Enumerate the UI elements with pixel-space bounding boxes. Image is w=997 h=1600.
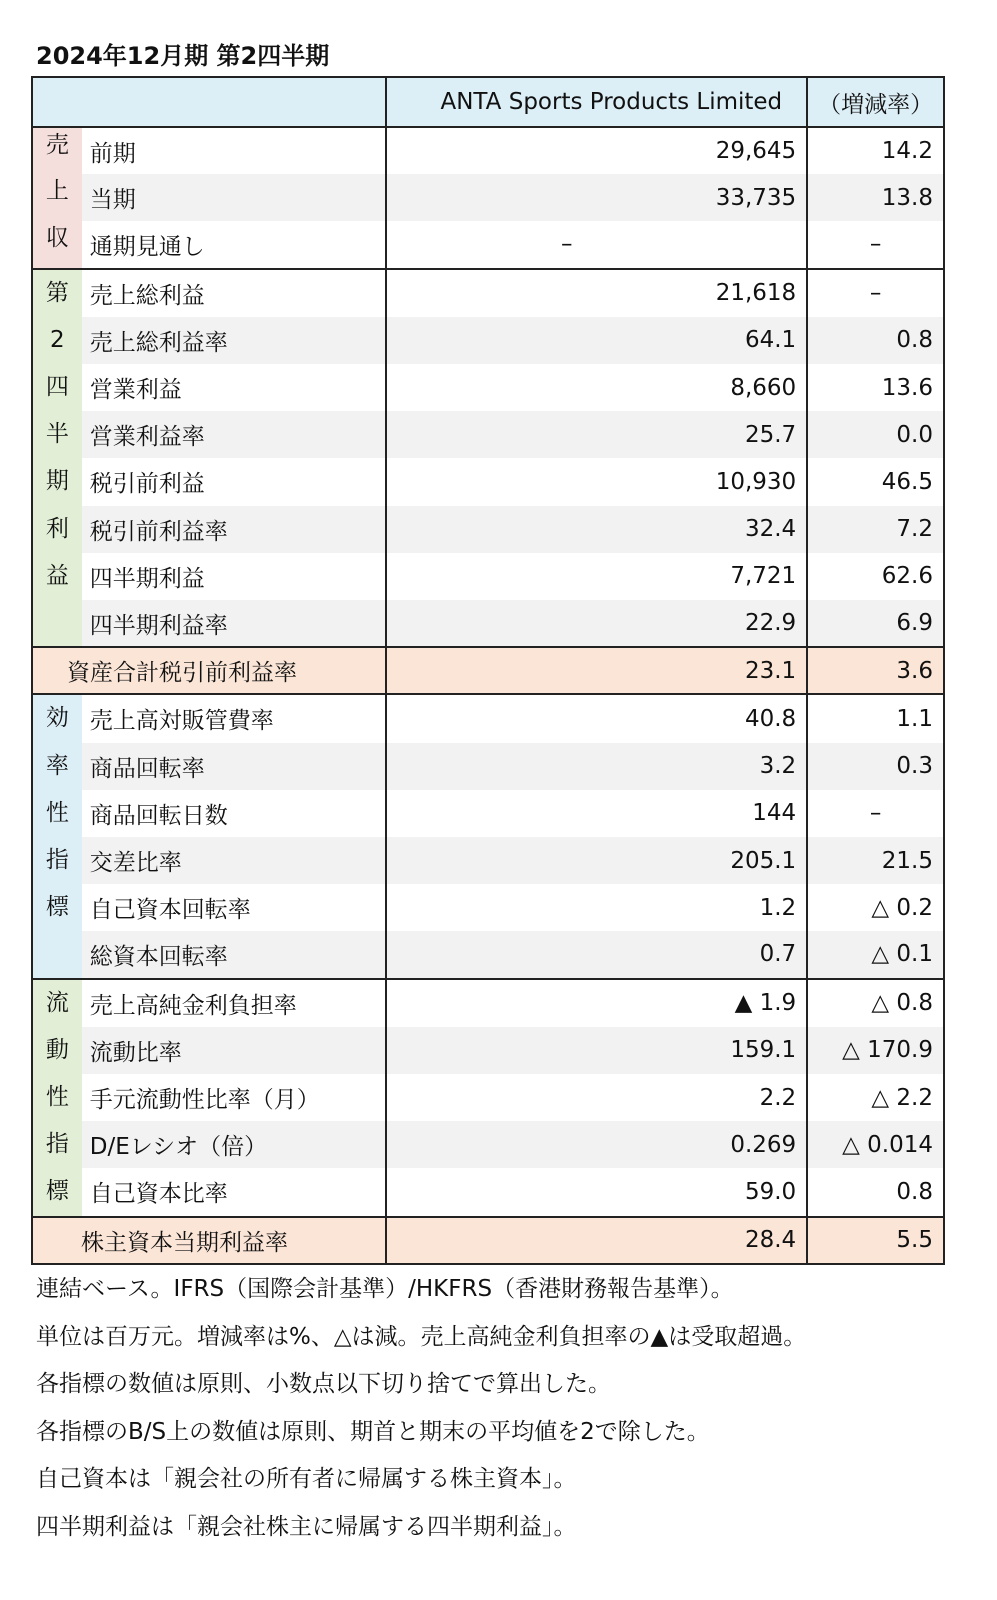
row-value: 7,721	[386, 553, 807, 600]
row-change: △ 0.014	[807, 1121, 944, 1168]
footnote: 各指標のB/S上の数値は原則、期首と期末の平均値を2で除した。	[36, 1418, 710, 1445]
row-value: 10,930	[386, 458, 807, 505]
table-row	[32, 1121, 944, 1168]
row-value: 32.4	[386, 506, 807, 553]
row-value: 22.9	[386, 600, 807, 647]
change-header: （増減率）	[807, 77, 944, 127]
table-row	[32, 553, 944, 600]
row-label: 売上高純金利負担率	[82, 979, 387, 1027]
row-label: 税引前利益率	[82, 506, 387, 553]
row-change: 0.0	[807, 411, 944, 458]
footnote: 連結ベース。IFRS（国際会計基準）/HKFRS（香港財務報告基準）。	[36, 1276, 734, 1302]
category-cell: 性	[32, 1074, 82, 1121]
table-row	[32, 1027, 944, 1074]
row-label: D/Eレシオ（倍）	[82, 1121, 387, 1168]
row-label: 売上総利益	[82, 269, 387, 317]
row-change: 7.2	[807, 506, 944, 553]
row-change: 13.8	[807, 174, 944, 221]
row-change: 46.5	[807, 458, 944, 505]
row-value: 2.2	[386, 1074, 807, 1121]
row-change: △ 2.2	[807, 1074, 944, 1121]
category-cell: 売	[32, 127, 82, 174]
summary-change: 3.6	[807, 647, 944, 694]
row-value: 8,660	[386, 364, 807, 411]
table-row	[32, 694, 944, 742]
row-value: 64.1	[386, 317, 807, 364]
row-change: 14.2	[807, 127, 944, 174]
table-header-row	[32, 77, 944, 127]
row-change: 0.8	[807, 317, 944, 364]
row-label: 営業利益	[82, 364, 387, 411]
row-change: –	[807, 790, 944, 837]
summary-value: 28.4	[386, 1217, 807, 1264]
row-change: 0.3	[807, 743, 944, 790]
category-cell: 期	[32, 458, 82, 505]
table-row	[32, 221, 944, 268]
row-value: 59.0	[386, 1168, 807, 1216]
row-value: ▲ 1.9	[386, 979, 807, 1027]
table-row	[32, 884, 944, 931]
footnote: 四半期利益は「親会社株主に帰属する四半期利益」。	[36, 1513, 577, 1540]
summary-value: 23.1	[386, 647, 807, 694]
company-header: ANTA Sports Products Limited	[386, 77, 807, 127]
row-change: –	[807, 221, 944, 268]
row-label: 手元流動性比率（月）	[82, 1074, 387, 1121]
row-change: △ 170.9	[807, 1027, 944, 1074]
table-row	[32, 317, 944, 364]
table-row	[32, 743, 944, 790]
row-label: 総資本回転率	[82, 931, 387, 978]
row-change: 62.6	[807, 553, 944, 600]
category-cell: 動	[32, 1027, 82, 1074]
row-label: 営業利益率	[82, 411, 387, 458]
table-row	[32, 506, 944, 553]
category-cell: 四	[32, 364, 82, 411]
category-cell: 性	[32, 790, 82, 837]
row-change: 21.5	[807, 837, 944, 884]
row-label: 商品回転日数	[82, 790, 387, 837]
row-value: 21,618	[386, 269, 807, 317]
row-value: 25.7	[386, 411, 807, 458]
table-row	[32, 979, 944, 1027]
category-cell: 標	[32, 884, 82, 931]
category-cell: 収	[32, 221, 82, 268]
table-row	[32, 1168, 944, 1216]
row-value: 159.1	[386, 1027, 807, 1074]
row-value: 29,645	[386, 127, 807, 174]
row-label: 売上総利益率	[82, 317, 387, 364]
row-value: –	[386, 221, 807, 268]
row-change: 6.9	[807, 600, 944, 647]
row-value: 3.2	[386, 743, 807, 790]
summary-row	[32, 647, 944, 694]
row-value: 205.1	[386, 837, 807, 884]
category-cell: 上	[32, 174, 82, 221]
table-row	[32, 931, 944, 978]
category-cell: 指	[32, 837, 82, 884]
row-change: 13.6	[807, 364, 944, 411]
row-label: 売上高対販管費率	[82, 694, 387, 742]
table-row	[32, 174, 944, 221]
summary-row	[32, 1217, 944, 1264]
row-label: 当期	[82, 174, 387, 221]
category-cell: 指	[32, 1121, 82, 1168]
row-label: 四半期利益率	[82, 600, 387, 647]
row-value: 40.8	[386, 694, 807, 742]
row-label: 流動比率	[82, 1027, 387, 1074]
summary-change: 5.5	[807, 1217, 944, 1264]
table-row	[32, 269, 944, 317]
footnote: 単位は百万元。増減率は%、△は減。売上高純金利負担率の▲は受取超過。	[36, 1323, 807, 1350]
summary-label: 株主資本当期利益率	[32, 1217, 386, 1264]
row-change: △ 0.1	[807, 931, 944, 978]
category-cell: 利	[32, 506, 82, 553]
row-change: –	[807, 269, 944, 317]
row-value: 0.269	[386, 1121, 807, 1168]
row-change: 0.8	[807, 1168, 944, 1216]
row-value: 144	[386, 790, 807, 837]
row-label: 前期	[82, 127, 387, 174]
row-change: 1.1	[807, 694, 944, 742]
row-label: 自己資本比率	[82, 1168, 387, 1216]
table-row	[32, 411, 944, 458]
table-row	[32, 1074, 944, 1121]
row-change: △ 0.8	[807, 979, 944, 1027]
table-row	[32, 790, 944, 837]
financial-indicators-table	[31, 76, 945, 1265]
footnote: 各指標の数値は原則、小数点以下切り捨てで算出した。	[36, 1371, 611, 1397]
row-value: 33,735	[386, 174, 807, 221]
category-cell: 効	[32, 694, 82, 742]
row-label: 商品回転率	[82, 743, 387, 790]
category-cell	[32, 600, 82, 647]
category-cell: 率	[32, 743, 82, 790]
table-row	[32, 837, 944, 884]
category-cell: 益	[32, 553, 82, 600]
row-change: △ 0.2	[807, 884, 944, 931]
footnote: 自己資本は「親会社の所有者に帰属する株主資本」。	[36, 1466, 577, 1492]
table-row	[32, 600, 944, 647]
category-cell: 第	[32, 269, 82, 317]
category-cell: 標	[32, 1168, 82, 1216]
row-value: 1.2	[386, 884, 807, 931]
footnotes	[36, 1266, 806, 1551]
category-cell	[32, 931, 82, 978]
row-label: 通期見通し	[82, 221, 387, 268]
category-cell: 半	[32, 411, 82, 458]
row-label: 交差比率	[82, 837, 387, 884]
report-title: 2024年12月期 第2四半期	[36, 42, 330, 70]
table-row	[32, 364, 944, 411]
row-label: 税引前利益	[82, 458, 387, 505]
category-cell: 2	[32, 317, 82, 364]
row-label: 自己資本回転率	[82, 884, 387, 931]
table-row	[32, 458, 944, 505]
row-label: 四半期利益	[82, 553, 387, 600]
row-value: 0.7	[386, 931, 807, 978]
table-row	[32, 127, 944, 174]
category-cell: 流	[32, 979, 82, 1027]
summary-label: 資産合計税引前利益率	[32, 647, 386, 694]
